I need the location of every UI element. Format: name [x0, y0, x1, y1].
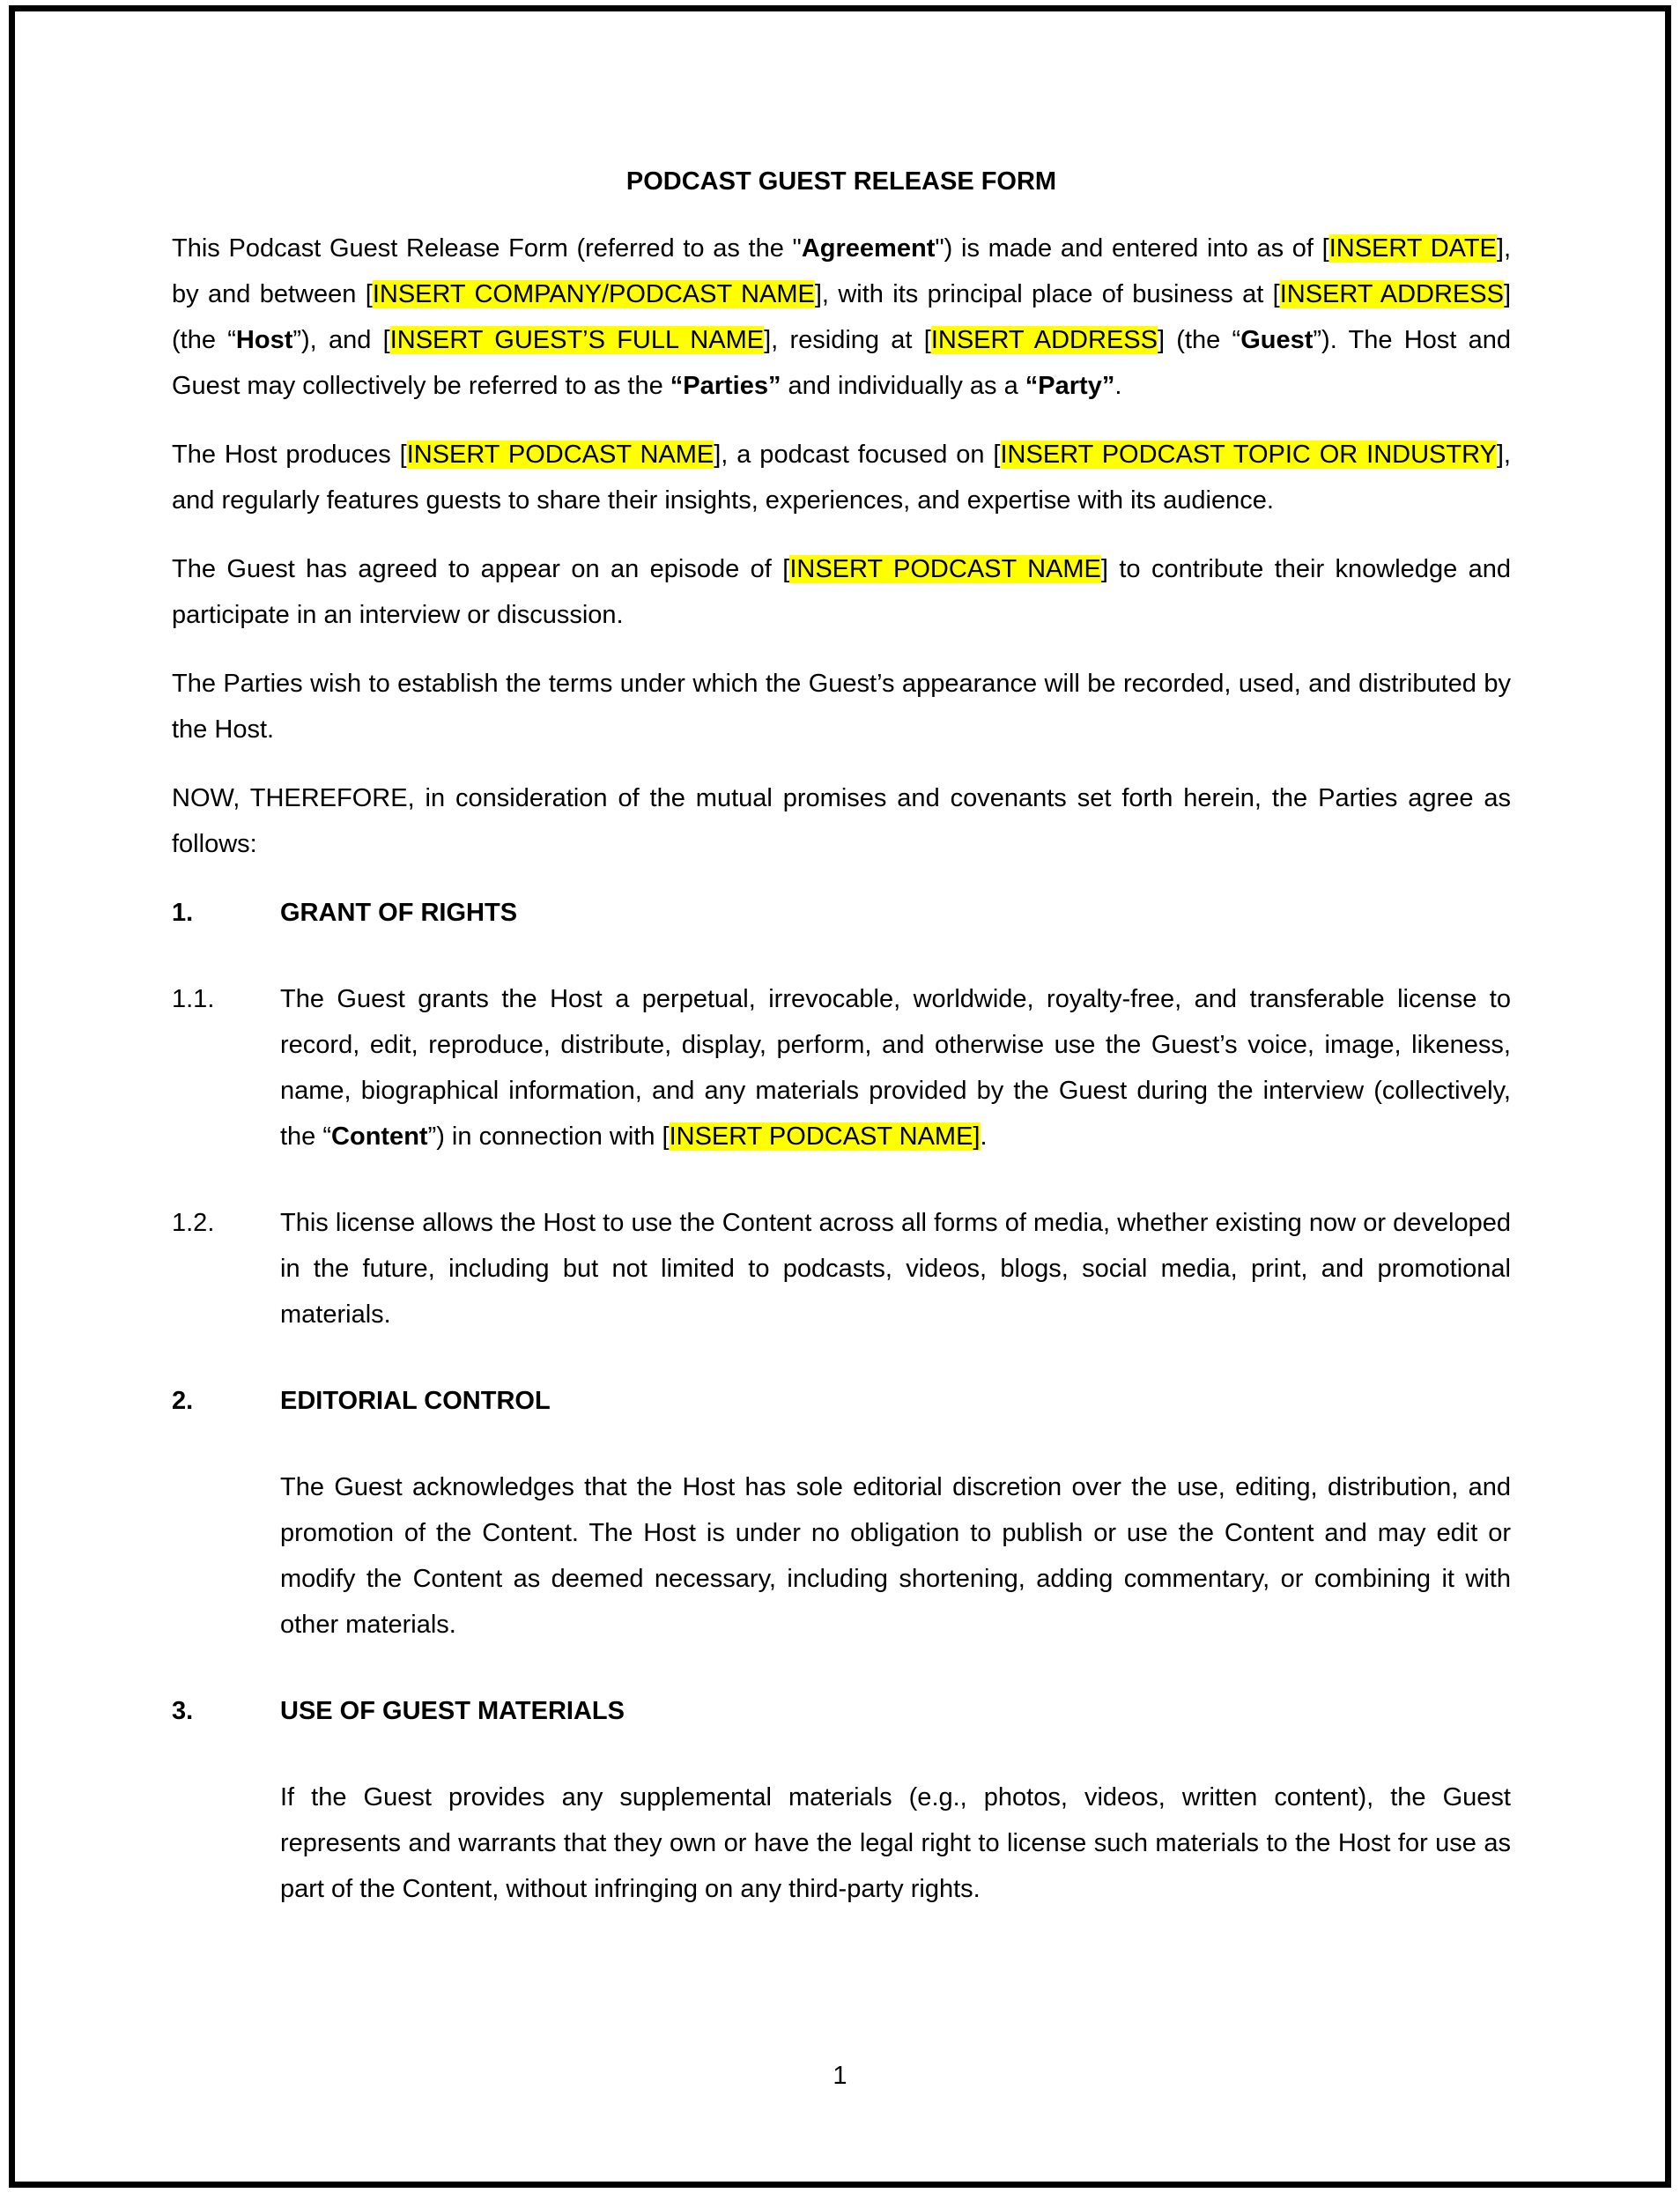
- text-run: EDITORIAL CONTROL: [280, 1387, 551, 1415]
- text-run: ") is made and entered into as of [: [935, 234, 1329, 263]
- highlight-placeholder: INSERT ADDRESS: [930, 326, 1158, 354]
- section-paragraph: [172, 1464, 1511, 1648]
- section-number: 1.1.: [172, 985, 215, 1013]
- text-run: ”) in connection with [: [427, 1122, 670, 1151]
- section-text: [280, 1688, 1511, 1734]
- section-heading: [172, 890, 1511, 936]
- text-run: GRANT OF RIGHTS: [280, 899, 518, 927]
- highlight-placeholder: INSERT DATE: [1328, 234, 1497, 263]
- document-title: PODCAST GUEST RELEASE FORM: [625, 167, 1057, 196]
- section-number: [172, 1464, 280, 1648]
- text-run: ], residing at [: [764, 326, 931, 354]
- text-run: This Podcast Guest Release Form (referred to as the ": [172, 234, 802, 263]
- section-number: [172, 1774, 280, 1912]
- text-run: ”). The Host and Guest may collectively be referred to as the: [172, 326, 1512, 400]
- section-paragraph: [172, 1774, 1511, 1912]
- text-run: .: [1114, 372, 1122, 400]
- text-run: ] to contribute their knowledge and participate in an interview or discussion.: [172, 555, 1511, 629]
- text-run: “Parties”: [670, 372, 781, 400]
- text-run: ], a podcast focused on [: [714, 441, 1001, 469]
- document-blocks: [172, 226, 1511, 1912]
- section-number: 2.: [172, 1387, 194, 1415]
- text-run: The Parties wish to establish the terms under which the Guest’s appearance will be recorded, used, and distributed by the Host.: [172, 670, 1511, 744]
- text-run: The Guest grants the Host a perpetual, irrevocable, worldwide, royalty-free, and transferable license to record, edit, reproduce, distribute, display, perform, and otherwise use the Guest’s voice, image, likeness, name, biographical information, and any materials provided by the Guest during the interview (collectively, the “: [280, 985, 1511, 1151]
- section-text: [280, 976, 1511, 1159]
- paragraph: [172, 775, 1511, 867]
- text-run: ] (the “: [1157, 326, 1241, 354]
- text-run: ] (the “: [172, 280, 1512, 354]
- section-text: [280, 1774, 1511, 1912]
- section-heading: [172, 1378, 1511, 1424]
- text-run: USE OF GUEST MATERIALS: [280, 1697, 625, 1725]
- paragraph: [172, 546, 1511, 638]
- section-number: 1.: [172, 899, 194, 927]
- text-run: “Party”: [1025, 372, 1115, 400]
- section-number: 1.2.: [172, 1209, 215, 1237]
- text-run: Guest: [1240, 326, 1314, 354]
- highlight-placeholder: INSERT ADDRESS: [1279, 280, 1504, 308]
- text-run: NOW, THEREFORE, in consideration of the mutual promises and covenants set forth herein, the Parties agree as follows:: [172, 784, 1511, 858]
- text-run: and individually as a: [781, 372, 1025, 400]
- text-run: Agreement: [801, 234, 936, 263]
- section-text: [280, 1200, 1511, 1337]
- text-run: ], and regularly features guests to share their insights, experiences, and expertise with its audience.: [172, 441, 1511, 515]
- section-number: 3.: [172, 1697, 194, 1725]
- section-text: [280, 1378, 1511, 1424]
- section-paragraph: [172, 1200, 1511, 1337]
- text-run: ”), and [: [292, 326, 390, 354]
- text-run: Host: [235, 326, 293, 354]
- text-run: ], with its principal place of business at [: [814, 280, 1280, 308]
- highlight-placeholder: INSERT COMPANY/PODCAST NAME: [372, 280, 815, 308]
- section-text: [280, 1464, 1511, 1648]
- text-run: If the Guest provides any supplemental materials (e.g., photos, videos, written content), the Guest represents and warrants that they own or have the legal right to license such materials to the Host for use as part of the Content, without infringing on any third-party rights.: [280, 1783, 1511, 1903]
- page-number: 1: [833, 2062, 847, 2090]
- section-text: [280, 890, 1511, 936]
- text-run: The Host produces [: [172, 441, 407, 469]
- document-content: [172, 0, 1511, 1952]
- highlight-placeholder: INSERT PODCAST NAME: [406, 441, 714, 469]
- text-run: ], by and between [: [172, 234, 1512, 308]
- highlight-placeholder: INSERT PODCAST NAME]: [669, 1122, 981, 1151]
- highlight-placeholder: INSERT PODCAST TOPIC OR INDUSTRY: [1000, 441, 1497, 469]
- paragraph: [172, 432, 1511, 523]
- text-run: Content: [331, 1122, 428, 1151]
- section-paragraph: [172, 976, 1511, 1159]
- text-run: The Guest has agreed to appear on an episode of [: [172, 555, 790, 583]
- paragraph: [172, 661, 1511, 752]
- highlight-placeholder: INSERT GUEST’S FULL NAME: [389, 326, 765, 354]
- text-run: The Guest acknowledges that the Host has sole editorial discretion over the use, editing, distribution, and promotion of the Content. The Host is under no obligation to publish or use the Content and may edit or modify the Content as deemed necessary, including shortening, adding commentary, or combining it with other materials.: [280, 1473, 1511, 1639]
- highlight-placeholder: INSERT PODCAST NAME: [789, 555, 1101, 583]
- text-run: .: [980, 1122, 988, 1151]
- paragraph: [172, 226, 1511, 409]
- text-run: This license allows the Host to use the Content across all forms of media, whether existing now or developed in the future, including but not limited to podcasts, videos, blogs, social media, print, and promotional materials.: [280, 1209, 1511, 1329]
- section-heading: [172, 1688, 1511, 1734]
